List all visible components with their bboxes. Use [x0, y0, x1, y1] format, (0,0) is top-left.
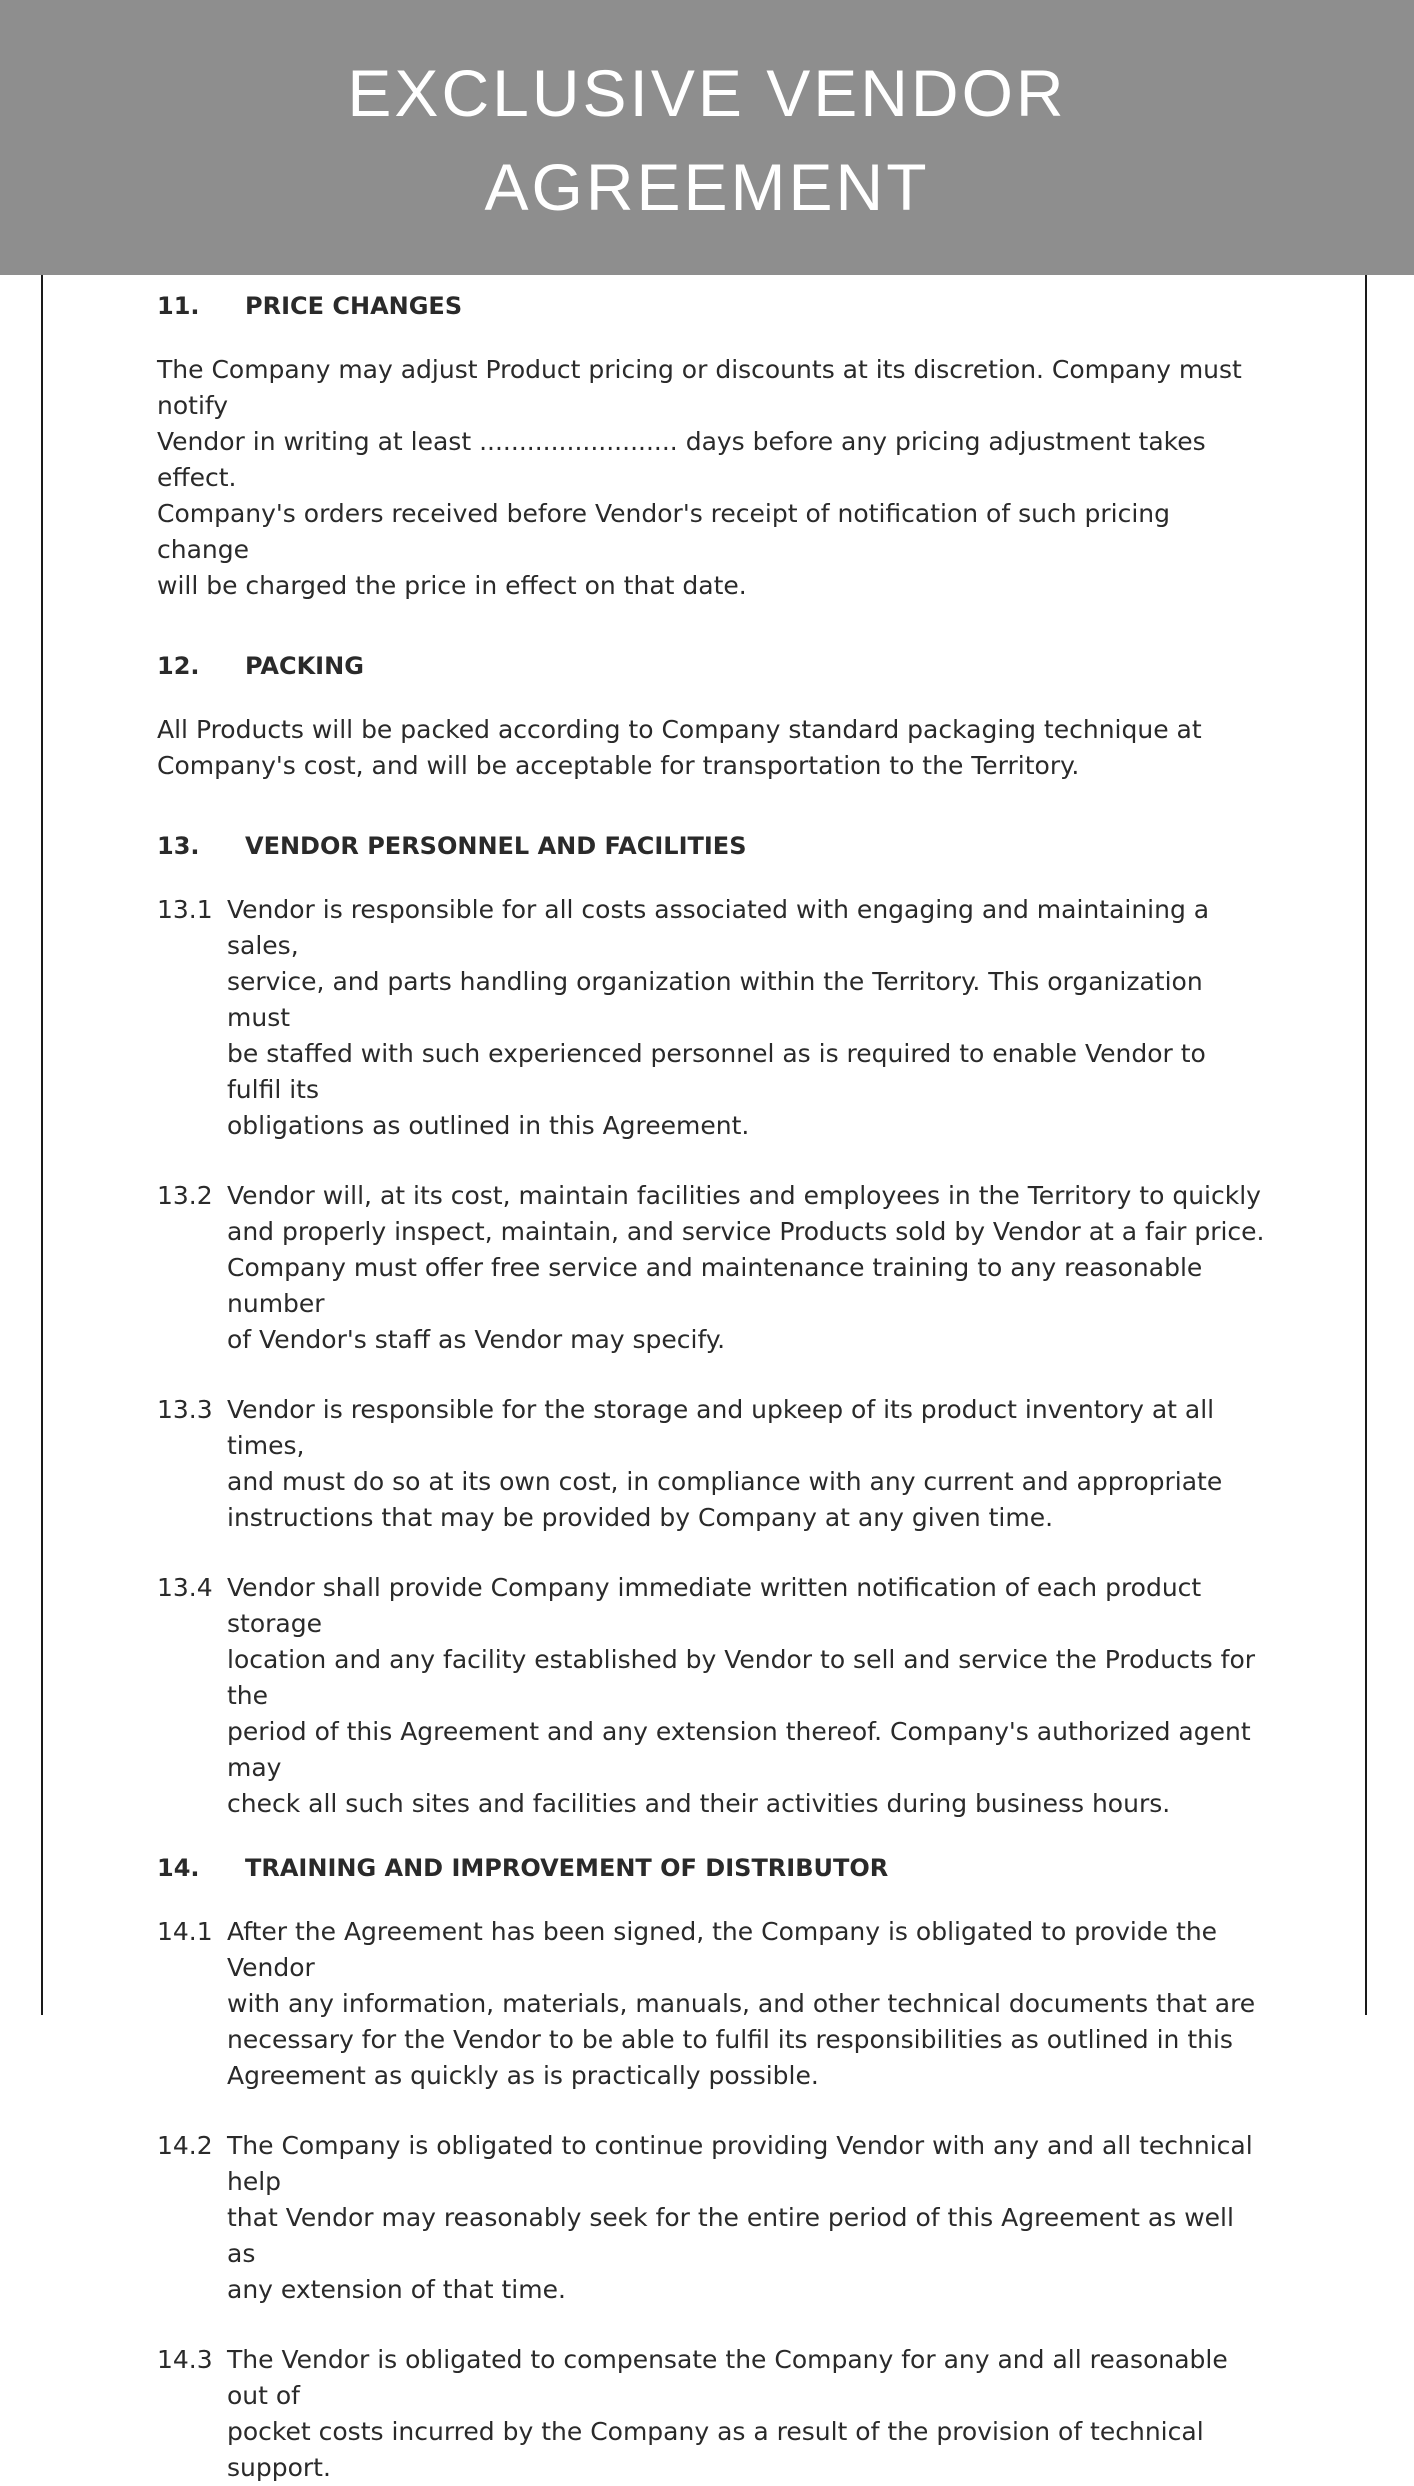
clause-line: be staffed with such experienced personnel as is required to enable Vendor to fulfil its [227, 1039, 1206, 1104]
clause-text [227, 892, 1267, 1144]
section-title: VENDOR PERSONNEL AND FACILITIES [245, 832, 747, 860]
clause-line: and properly inspect, maintain, and service Products sold by Vendor at a fair price. [227, 1217, 1265, 1246]
clause-13-2 [157, 1178, 1267, 1358]
clause-line: instructions that may be provided by Company at any given time. [227, 1503, 1054, 1532]
clause-line: obligations as outlined in this Agreement. [227, 1111, 750, 1140]
clause-number: 13.2 [157, 1181, 213, 1210]
clause-line: period of this Agreement and any extension thereof. Company's authorized agent may [227, 1717, 1251, 1782]
section-number: 14. [157, 1854, 200, 1882]
clause-number: 14.2 [157, 2131, 213, 2160]
clause-text [227, 1914, 1267, 2094]
clause-number: 14.1 [157, 1917, 213, 1946]
clause-line: pocket costs incurred by the Company as a result of the provision of technical support. [227, 2417, 1204, 2482]
clause-text [227, 1570, 1267, 1822]
paragraph-line: Vendor in writing at least ......................... days before any pricing adjustment takes effect. [157, 427, 1206, 492]
clause-text [227, 1392, 1267, 1536]
section-title: PACKING [245, 652, 364, 680]
clause-13-1 [157, 892, 1267, 1144]
paragraph-line: Company's cost, and will be acceptable for transportation to the Territory. [157, 751, 1080, 780]
document-title-line-2: AGREEMENT [484, 149, 930, 224]
paragraph-line: All Products will be packed according to Company standard packaging technique at [157, 715, 1202, 744]
section-heading-13 [157, 820, 1267, 872]
clause-text [227, 2342, 1267, 2486]
clause-line: The Vendor is obligated to compensate the Company for any and all reasonable out of [227, 2345, 1228, 2410]
section-paragraph-11 [157, 352, 1267, 604]
clause-line: and must do so at its own cost, in compliance with any current and appropriate [227, 1467, 1223, 1496]
clause-14-2 [157, 2128, 1267, 2308]
clause-line: The Company is obligated to continue providing Vendor with any and all technical help [227, 2131, 1253, 2196]
section-number: 13. [157, 832, 200, 860]
clause-number: 13.3 [157, 1395, 213, 1424]
clause-line: that Vendor may reasonably seek for the entire period of this Agreement as well as [227, 2203, 1234, 2268]
clause-14-1 [157, 1914, 1267, 2094]
clause-number: 14.3 [157, 2345, 213, 2374]
section-heading-12 [157, 640, 1267, 692]
document-title [347, 42, 1066, 234]
title-banner [0, 0, 1414, 275]
clause-line: Vendor shall provide Company immediate written notification of each product storage [227, 1573, 1202, 1638]
section-number: 12. [157, 652, 200, 680]
clause-line: Agreement as quickly as is practically possible. [227, 2061, 819, 2090]
section-title: TRAINING AND IMPROVEMENT OF DISTRIBUTOR [245, 1854, 889, 1882]
section-paragraph-12 [157, 712, 1267, 784]
clause-line: any extension of that time. [227, 2275, 566, 2304]
clause-line: service, and parts handling organization within the Territory. This organization must [227, 967, 1203, 1032]
clause-13-3 [157, 1392, 1267, 1536]
clause-13-4 [157, 1570, 1267, 1822]
section-heading-14 [157, 1842, 1267, 1894]
clause-line: Vendor is responsible for the storage and upkeep of its product inventory at all times, [227, 1395, 1215, 1460]
clause-line: location and any facility established by Vendor to sell and service the Products for the [227, 1645, 1256, 1710]
clause-number: 13.1 [157, 895, 213, 924]
section-title: PRICE CHANGES [245, 292, 463, 320]
paragraph-line: Company's orders received before Vendor's receipt of notification of such pricing change [157, 499, 1170, 564]
clause-line: Company must offer free service and maintenance training to any reasonable number [227, 1253, 1203, 1318]
document-title-line-1: EXCLUSIVE VENDOR [347, 55, 1067, 130]
clause-line: Vendor will, at its cost, maintain facilities and employees in the Territory to quickly [227, 1181, 1261, 1210]
clause-line: check all such sites and facilities and their activities during business hours. [227, 1789, 1171, 1818]
clause-14-3 [157, 2342, 1267, 2486]
clause-line: of Vendor's staff as Vendor may specify. [227, 1325, 726, 1354]
clause-line: Vendor is responsible for all costs associated with engaging and maintaining a sales, [227, 895, 1210, 960]
clause-line: with any information, materials, manuals, and other technical documents that are [227, 1989, 1256, 2018]
clause-number: 13.4 [157, 1573, 213, 1602]
clause-text [227, 2128, 1267, 2308]
section-heading-11 [157, 280, 1267, 332]
paragraph-line: will be charged the price in effect on that date. [157, 571, 747, 600]
section-number: 11. [157, 292, 200, 320]
clause-line: necessary for the Vendor to be able to fulfil its responsibilities as outlined in this [227, 2025, 1233, 2054]
clause-text [227, 1178, 1267, 1358]
paragraph-line: The Company may adjust Product pricing or discounts at its discretion. Company must notify [157, 355, 1242, 420]
document-body [157, 280, 1267, 2486]
clause-line: After the Agreement has been signed, the Company is obligated to provide the Vendor [227, 1917, 1218, 1982]
